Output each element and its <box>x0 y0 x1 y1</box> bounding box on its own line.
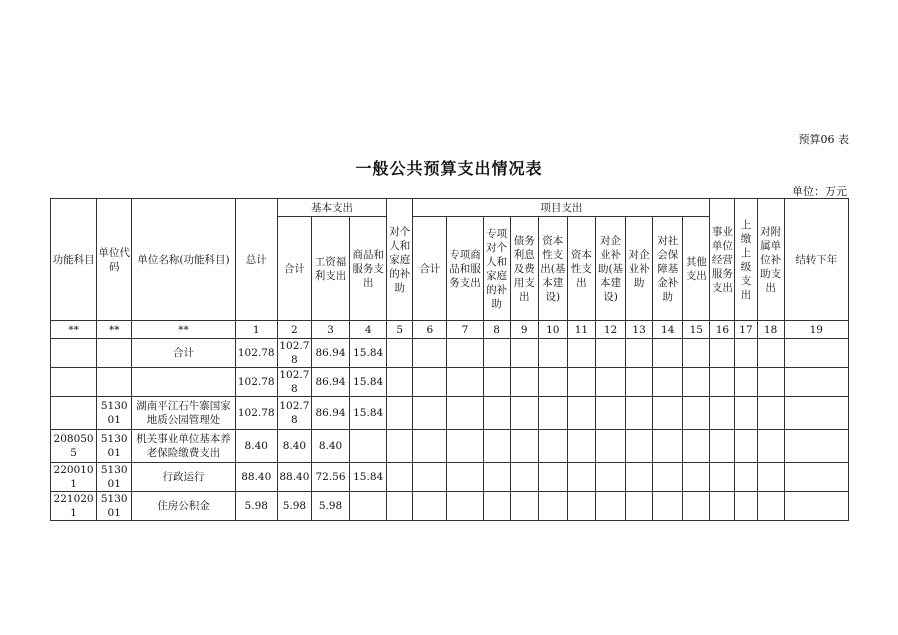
table-row <box>51 492 849 521</box>
header-basic: 基本支出 <box>277 199 386 217</box>
cell-wages: 86.94 <box>311 339 349 368</box>
col-number: 2 <box>277 321 311 339</box>
cell-wages: 72.56 <box>311 463 349 492</box>
cell-func: 2210201 <box>51 492 97 521</box>
cell-wages: 5.98 <box>311 492 349 521</box>
header-personal: 对个人和家庭的补助 <box>387 199 413 321</box>
form-number: 预算06 表 <box>798 133 849 146</box>
cell-code: 513001 <box>97 397 132 430</box>
cell-func: 2080505 <box>51 430 97 463</box>
header-proj-personal: 专项对个人和家庭的补助 <box>483 217 510 321</box>
col-number: 8 <box>483 321 510 339</box>
header-upper: 上缴上级支出 <box>735 199 757 321</box>
col-number: 9 <box>510 321 538 339</box>
header-debt: 债务利息及费用支出 <box>510 217 538 321</box>
cell-goods <box>350 430 387 463</box>
header-total: 总计 <box>235 199 277 321</box>
cell-code <box>97 368 132 397</box>
header-social: 对社会保障基金补助 <box>653 217 683 321</box>
header-basic-total: 合计 <box>277 217 311 321</box>
cell-wages: 8.40 <box>311 430 349 463</box>
cell-wages: 86.94 <box>311 397 349 430</box>
cell-func <box>51 368 97 397</box>
cell-basic-total: 5.98 <box>277 492 311 521</box>
col-number: 14 <box>653 321 683 339</box>
column-number-row <box>51 321 849 339</box>
table-row <box>51 397 849 430</box>
cell-total: 88.40 <box>235 463 277 492</box>
col-number: 13 <box>626 321 653 339</box>
cell-total: 102.78 <box>235 339 277 368</box>
cell-goods: 15.84 <box>350 397 387 430</box>
cell-func <box>51 397 97 430</box>
header-capital-base: 资本性支出(基本建设) <box>538 217 567 321</box>
col-number: 18 <box>757 321 784 339</box>
col-number: 7 <box>447 321 483 339</box>
cell-code: 513001 <box>97 430 132 463</box>
cell-basic-total: 102.78 <box>277 397 311 430</box>
cell-code: 513001 <box>97 492 132 521</box>
cell-name: 湖南平江石牛寨国家地质公园管理处 <box>132 397 235 430</box>
col-number: 16 <box>710 321 735 339</box>
cell-name <box>132 368 235 397</box>
cell-name: 行政运行 <box>132 463 235 492</box>
cell-name: 机关事业单位基本养老保险缴费支出 <box>132 430 235 463</box>
table-row <box>51 368 849 397</box>
cell-wages: 86.94 <box>311 368 349 397</box>
table-row <box>51 463 849 492</box>
header-proj-total: 合计 <box>413 217 447 321</box>
col-number: 6 <box>413 321 447 339</box>
budget-table <box>50 198 849 521</box>
cell-total: 102.78 <box>235 368 277 397</box>
col-number: 4 <box>350 321 387 339</box>
cell-name: 住房公积金 <box>132 492 235 521</box>
cell-total: 8.40 <box>235 430 277 463</box>
cell-total: 102.78 <box>235 397 277 430</box>
col-number: 11 <box>567 321 595 339</box>
col-number: ** <box>132 321 235 339</box>
header-wages: 工资福利支出 <box>311 217 349 321</box>
col-number: 12 <box>595 321 625 339</box>
header-unit-name: 单位名称(功能科目) <box>132 199 235 321</box>
cell-goods: 15.84 <box>350 463 387 492</box>
cell-goods: 15.84 <box>350 368 387 397</box>
col-number: 15 <box>683 321 710 339</box>
cell-basic-total: 8.40 <box>277 430 311 463</box>
header-carryover: 结转下年 <box>784 199 848 321</box>
col-number: 1 <box>235 321 277 339</box>
col-number: 10 <box>538 321 567 339</box>
cell-code <box>97 339 132 368</box>
cell-func <box>51 339 97 368</box>
header-project: 项目支出 <box>413 199 710 217</box>
cell-code: 513001 <box>97 463 132 492</box>
header-enterprise-base: 对企业补助(基本建设) <box>595 217 625 321</box>
cell-func: 2200101 <box>51 463 97 492</box>
cell-goods <box>350 492 387 521</box>
header-capital: 资本性支出 <box>567 217 595 321</box>
table-row <box>51 339 849 368</box>
cell-total: 5.98 <box>235 492 277 521</box>
col-number: 5 <box>387 321 413 339</box>
table-row <box>51 430 849 463</box>
page-title: 一般公共预算支出情况表 <box>355 159 543 178</box>
header-goods: 商品和服务支出 <box>350 217 387 321</box>
cell-basic-total: 102.78 <box>277 339 311 368</box>
header-biz-expense: 事业单位经营服务支出 <box>710 199 735 321</box>
header-subsidiary: 对附属单位补助支出 <box>757 199 784 321</box>
cell-basic-total: 88.40 <box>277 463 311 492</box>
header-row-1 <box>51 199 849 217</box>
header-other: 其他支出 <box>683 217 710 321</box>
header-unit-code: 单位代码 <box>97 199 132 321</box>
col-number: 17 <box>735 321 757 339</box>
col-number: ** <box>97 321 132 339</box>
col-number: 19 <box>784 321 848 339</box>
cell-name: 合计 <box>132 339 235 368</box>
col-number: ** <box>51 321 97 339</box>
unit-label: 单位：万元 <box>792 185 847 198</box>
cell-goods: 15.84 <box>350 339 387 368</box>
header-func-code: 功能科目 <box>51 199 97 321</box>
col-number: 3 <box>311 321 349 339</box>
header-proj-goods: 专项商品和服务支出 <box>447 217 483 321</box>
cell-basic-total: 102.78 <box>277 368 311 397</box>
header-enterprise: 对企业补助 <box>626 217 653 321</box>
